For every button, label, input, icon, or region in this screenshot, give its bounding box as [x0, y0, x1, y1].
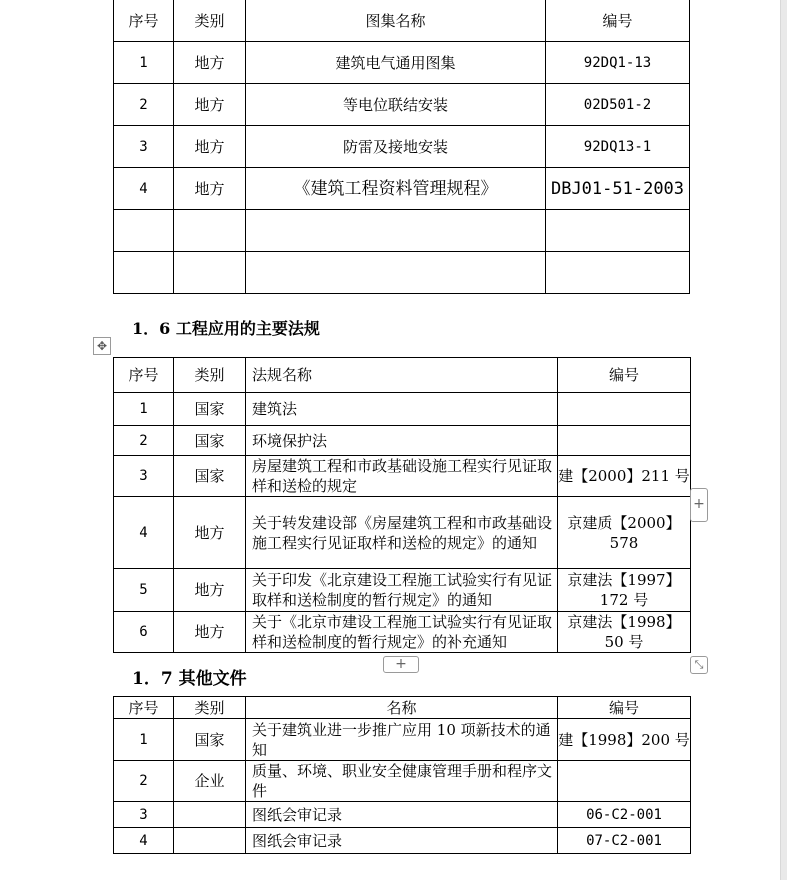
table-cell: 2: [114, 426, 174, 456]
table-row: [114, 569, 691, 612]
table-header-row: [114, 697, 691, 719]
table-cell: 1: [114, 719, 174, 761]
table-cell: 关于《北京市建设工程施工试验实行有见证取样和送检制度的暂行规定》的补充通知: [246, 612, 558, 653]
regulations-table: [113, 357, 691, 653]
table-cell: 地方: [174, 569, 246, 612]
table-cell: 京建质【2000】578: [558, 497, 691, 569]
table-row: [114, 426, 691, 456]
table-cell: 02D501-2: [546, 84, 690, 126]
table-cell: [546, 252, 690, 294]
table-row: [114, 719, 691, 761]
table-cell: [174, 252, 246, 294]
table-cell: 环境保护法: [246, 426, 558, 456]
table-cell: 防雷及接地安装: [246, 126, 546, 168]
table-cell: 国家: [174, 456, 246, 497]
table-row: [114, 252, 690, 294]
table-header-row: [114, 0, 690, 42]
table-cell: 4: [114, 168, 174, 210]
table-cell: 《建筑工程资料管理规程》: [246, 168, 546, 210]
table-cell: [558, 761, 691, 802]
header-cell: 编号: [546, 0, 690, 42]
table-cell: 4: [114, 828, 174, 854]
header-cell: 图集名称: [246, 0, 546, 42]
table-row: [114, 84, 690, 126]
table-cell: 3: [114, 802, 174, 828]
table-cell: 92DQ1-13: [546, 42, 690, 84]
table-cell: 地方: [174, 42, 246, 84]
table-cell: 等电位联结安装: [246, 84, 546, 126]
table-cell: 地方: [174, 84, 246, 126]
table-cell: [546, 210, 690, 252]
table-cell: 京建法【1997】172 号: [558, 569, 691, 612]
table-cell: 房屋建筑工程和市政基础设施工程实行见证取样和送检的规定: [246, 456, 558, 497]
table-cell: 06-C2-001: [558, 802, 691, 828]
table-cell: 2: [114, 761, 174, 802]
drawing-atlas-table: [113, 0, 690, 294]
header-cell: 序号: [114, 697, 174, 719]
other-files-table: [113, 696, 691, 854]
table-cell: 地方: [174, 612, 246, 653]
table-cell: 图纸会审记录: [246, 828, 558, 854]
header-cell: 类别: [174, 697, 246, 719]
header-cell: 序号: [114, 0, 174, 42]
header-cell: 序号: [114, 358, 174, 393]
header-cell: 名称: [246, 697, 558, 719]
table-cell: 4: [114, 497, 174, 569]
table-cell: 质量、环境、职业安全健康管理手册和程序文件: [246, 761, 558, 802]
table-cell: 1: [114, 42, 174, 84]
table-move-handle-icon[interactable]: ✥: [93, 337, 111, 355]
table-cell: 京建法【1998】50 号: [558, 612, 691, 653]
table-cell: 关于转发建设部《房屋建筑工程和市政基础设施工程实行见证取样和送检的规定》的通知: [246, 497, 558, 569]
table-row: [114, 802, 691, 828]
table-cell: 建【2000】211 号: [558, 456, 691, 497]
table-row: [114, 828, 691, 854]
table-cell: 3: [114, 126, 174, 168]
table-cell: [246, 252, 546, 294]
table-cell: 92DQ13-1: [546, 126, 690, 168]
header-cell: 类别: [174, 358, 246, 393]
table-resize-icon[interactable]: ⤡: [690, 656, 708, 674]
table-row: [114, 42, 690, 84]
header-cell: 编号: [558, 697, 691, 719]
header-cell: 法规名称: [246, 358, 558, 393]
table-row: [114, 456, 691, 497]
table-cell: 企业: [174, 761, 246, 802]
table-cell: 5: [114, 569, 174, 612]
table-cell: 国家: [174, 426, 246, 456]
table-cell: 地方: [174, 126, 246, 168]
table-row: [114, 761, 691, 802]
header-cell: 类别: [174, 0, 246, 42]
table-cell: [114, 252, 174, 294]
table-cell: [174, 802, 246, 828]
table-cell: 建【1998】200 号: [558, 719, 691, 761]
add-column-button[interactable]: +: [690, 488, 708, 522]
table-cell: 关于印发《北京建设工程施工试验实行有见证取样和送检制度的暂行规定》的通知: [246, 569, 558, 612]
table-cell: 1: [114, 393, 174, 426]
table-cell: 地方: [174, 168, 246, 210]
table-cell: 建筑法: [246, 393, 558, 426]
table-cell: [246, 210, 546, 252]
table-row: [114, 210, 690, 252]
section-heading-regulations: 1．6 工程应用的主要法规: [132, 319, 320, 338]
table-header-row: [114, 358, 691, 393]
table-row: [114, 497, 691, 569]
table-cell: 关于建筑业进一步推广应用 10 项新技术的通知: [246, 719, 558, 761]
table-cell: 3: [114, 456, 174, 497]
table-cell: [558, 426, 691, 456]
table-row: [114, 612, 691, 653]
table-row: [114, 393, 691, 426]
table-cell: 6: [114, 612, 174, 653]
table-cell: [174, 210, 246, 252]
table-cell: [174, 828, 246, 854]
table-cell: 国家: [174, 719, 246, 761]
table-cell: 2: [114, 84, 174, 126]
table-cell: 地方: [174, 497, 246, 569]
add-row-button[interactable]: +: [383, 656, 419, 673]
table-cell: 建筑电气通用图集: [246, 42, 546, 84]
table-cell: 07-C2-001: [558, 828, 691, 854]
page-edge: [780, 0, 787, 880]
table-row: [114, 126, 690, 168]
table-cell: DBJ01-51-2003: [546, 168, 690, 210]
table-cell: 国家: [174, 393, 246, 426]
table-cell: [558, 393, 691, 426]
section-heading-other-files: 1．7 其他文件: [132, 669, 247, 689]
header-cell: 编号: [558, 358, 691, 393]
table-row: [114, 168, 690, 210]
table-cell: [114, 210, 174, 252]
table-cell: 图纸会审记录: [246, 802, 558, 828]
